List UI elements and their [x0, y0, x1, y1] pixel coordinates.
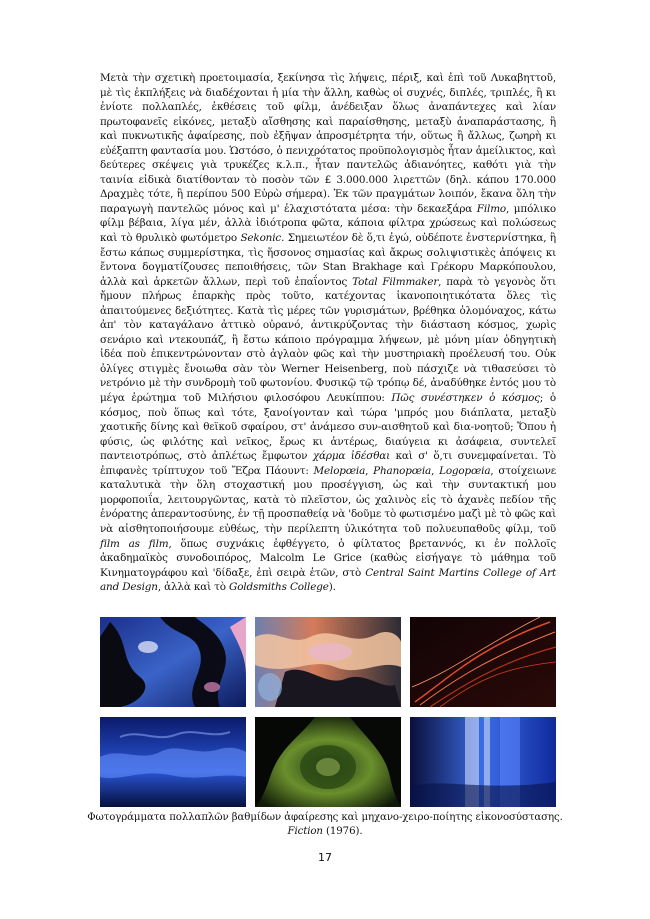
- italic-quote-leukippos: Πῶς συνέστηκεν ὁ κόσμος: [391, 392, 540, 405]
- italic-term-sekonic: Sekonic: [240, 232, 282, 245]
- text-run: , στοίχειωνε καταλυτικὰ τὴν ὅλη στοχαστική μου προσέγγιση, ὡς καὶ τὴν συντακτική μου μορφοποιΐα, λειτουργῶντας, κατὰ τὸ πλεῖστον, ὡς χαλινὸς εἰς τὸ ἀχανὲς πεδίον τῆς ἐνόρατης ἀπεραντοσύνης, ἐν τῇ προσπαθείᾳ νὰ 'δοῦμε τὸ φωτισμένο μαζὶ μὲ τὸ φῶς καὶ νὰ αἰσθητοποιήσουμε εὐθέως, τὴν περίλεπτη ὑλικότητα τοῦ πολυευπαθοῦς φίλμ, τοῦ: [100, 464, 556, 535]
- italic-term-total-filmmaker: Total Filmmaker: [352, 275, 439, 288]
- caption-year: (1976).: [322, 826, 363, 837]
- text-run: . Σημειωτέον δὲ ὅ,τι ἐγώ, οὐδέποτε ἐνστερνίστηκα, ἢ ἔστω κάπως συμμερίστηκα, τὶς ἥσσονος σημασίας καὶ ἄκρως σολιψιστικὲς ἀπόψεις κι ἔντονα δογματίζουσες πεποιθήσεις, τῶν Stan Brakhage καὶ Γρέκορυ Μαρκόπουλου, ἀλλὰ καὶ ἀρκετῶν ἄλλων, περὶ τοῦ ἐπαΐοντος: [100, 232, 556, 288]
- text-run: , ἀλλὰ καὶ τὸ: [157, 581, 230, 594]
- italic-term-logopoeia: Logopœia: [439, 464, 491, 477]
- caption-line-1: Φωτογράμματα πολλαπλῶν βαθμίδων ἀφαίρεσης καὶ μηχανο-χειρο-ποίητης εἰκονοσύστασης.: [87, 812, 563, 823]
- italic-term-charma: χάρμα ἰδέσθαι: [312, 450, 391, 463]
- text-run: ,: [431, 464, 440, 477]
- italic-term-phanopoeia: Phanopœia: [373, 464, 432, 477]
- film-still-4: [100, 717, 246, 807]
- text-run: , παρὰ τὸ γεγονὸς ὅτι ἤμουν πλήρως ἐπαρκὴς πρὸς τοῦτο, κατέχοντας ἱκανοποιητικότατα ὅλες τὶς ἀπαιτούμενες δεξιότητες. Κατὰ τὶς μέρες τῶν γυρισμάτων, βρέθηκα ὁλομόναχος, κάτω ἀπ' τὸν καταγάλανο ἀττικὸ οὐρανό, ἀντικρύζοντας τὴν διάσταση κόσμος, χωρὶς σενάριο καὶ ντεκουπάζ, ἢ ἔστω κάποιο πρόγραμμα λήψεων, μὲ μόνη μίαν ὁδηγητικὴ ἰδέα ποὺ ἐπικεντρώνονταν στὸ ἀγλαὸν φῶς καὶ τὴν μυστηριακὴ προέλευσή του. Οὐκ ὀλίγες στιγμὲς ἔνοιωθα σὰν τὸν Werner Heisenberg, ποὺ πάσχιζε νὰ τιθασεύσει τὸ νετρόνιο μὲ τὴν συνδρομὴ τοῦ φωτονίου. Φυσικῷ τῷ τρόπῳ δέ, ἀναδύθηκε ἐντός μου τὸ μέγα ἐρώτημα τοῦ Μιλήσιου φιλοσόφου Λευκίππου:: [100, 275, 557, 405]
- italic-term-central-saint-martins: Central Saint Martins College of Art and Design: [100, 566, 556, 594]
- caption-line-2: [80, 825, 570, 839]
- main-paragraph: [100, 71, 556, 595]
- page-number: 17: [318, 851, 332, 864]
- text-run: ,: [365, 464, 374, 477]
- italic-term-melopoeia: Melopœia: [313, 464, 366, 477]
- italic-term-goldsmiths: Goldsmiths College: [229, 581, 329, 594]
- film-still-5: [255, 717, 401, 807]
- italic-term-film-as-film: film as film: [100, 537, 169, 550]
- figure-caption: [80, 811, 570, 839]
- text-run: ).: [328, 581, 336, 594]
- text-run: ; ὁ κόσμος, ποὺ ὅπως καὶ τότε, ξανοίγονταν καὶ τώρα 'μπρός μου διάπλατα, μεταξὺ χαοτικῆς δίνης καὶ θεϊκοῦ σφαίρου, στ' ἀνάμεσο συν-αισθητοῦ καὶ δια-νοητοῦ; Ὅπου ἡ φύσις, ὡς φιλότης καὶ νεῖκος, ἔρως κι ἀντέρως, διαύγεια κι ἀσάφεια, συντελεῖ παντειοτρόπως, στὸ ἀπλέτως ἔμφωτον: [100, 392, 557, 463]
- caption-film-title: Fiction: [287, 826, 323, 837]
- film-still-1: [100, 617, 246, 707]
- film-still-3: [410, 617, 556, 707]
- text-run: Μετὰ τὴν σχετικὴ προετοιμασία, ξεκίνησα τὶς λήψεις, πέριξ, καὶ ἐπὶ τοῦ Λυκαβηττοῦ, μὲ τὶς ἐκπλήξεις νὰ διαδέχονται ἡ μία τὴν ἄλλη, καθὼς οἱ συχνές, διπλές, τριπλές, ἢ κι ἐνίοτε πολλαπλές, ἐκθέσεις τοῦ φίλμ, ἀνέδειξαν ὅλως ἀναπάντεχες καὶ λίαν πρωτοφανεῖς εἰκόνες, μεταξὺ αἴσθησης καὶ παραίσθησης, μεταξὺ ἀναπαράστασης, ἢ καὶ πυκνωτικῆς ἀφαίρεσης, ποὺ ἐξῆψαν ἀπροσμέτρητα τήν, οὕτως ἢ ἄλλως, ζωηρὴ κι εὐέξαπτη φαντασία μου. Ὡστόσο, ὁ πενιχρότατος προϋπολογισμὸς ἦταν ἀμείλικτος, καὶ δεύτερες σκέψεις γιὰ τρυκέζες κ.λ.π., ἦταν παντελῶς ἀδιανόητες, καθότι γιὰ τὴν ταινία εἰδικὰ διατίθονταν τὸ ποσὸν τῶν £ 3.000.000 λιρεττῶν (δηλ. κάπου 170.000 Δραχμὲς τότε, ἢ περίπου 500 Εὐρὼ σήμερα). Ἐκ τῶν πραγμάτων λοιπόν, ἔκανα ὅλη τὴν παραγωγὴ παντελῶς μόνος καὶ μ' ἐλαχιστότατα μέσα: τὴν δεκαεξάρα: [100, 72, 556, 215]
- text-run: , μπόλικο φίλμ βέβαια, λίγα μέν, ἀλλὰ ἰδιότροπα φῶτα, κάποια φίλτρα χρώσεως καὶ πολώσεως καὶ τὸ θρυλικὸ φωτόμετρο: [100, 202, 556, 245]
- film-stills-grid: [100, 617, 556, 807]
- text-run: , ὅπως συχνάκις ἐφθέγγετο, ὁ φίλτατος βρεταννός, κι ἐν πολλοῖς ἀκαδημαϊκὸς συνοδοιπόρος, Malcolm Le Grice (καθὼς εἰσήγαγε τὸ μάθημα τοῦ Κινηματογράφου καὶ 'δίδαξε, ἐπὶ σειρὰ ἐτῶν, στὸ: [100, 537, 556, 579]
- text-run: καὶ σ' ὅ,τι συνεμφαίνεται. Τὸ ἐπιφανὲς τρίπτυχον τοῦ Ἔζρα Πάουντ:: [100, 450, 556, 477]
- film-still-6: [410, 717, 556, 807]
- film-still-2: [255, 617, 401, 707]
- italic-term-filmo: Filmo: [476, 202, 507, 215]
